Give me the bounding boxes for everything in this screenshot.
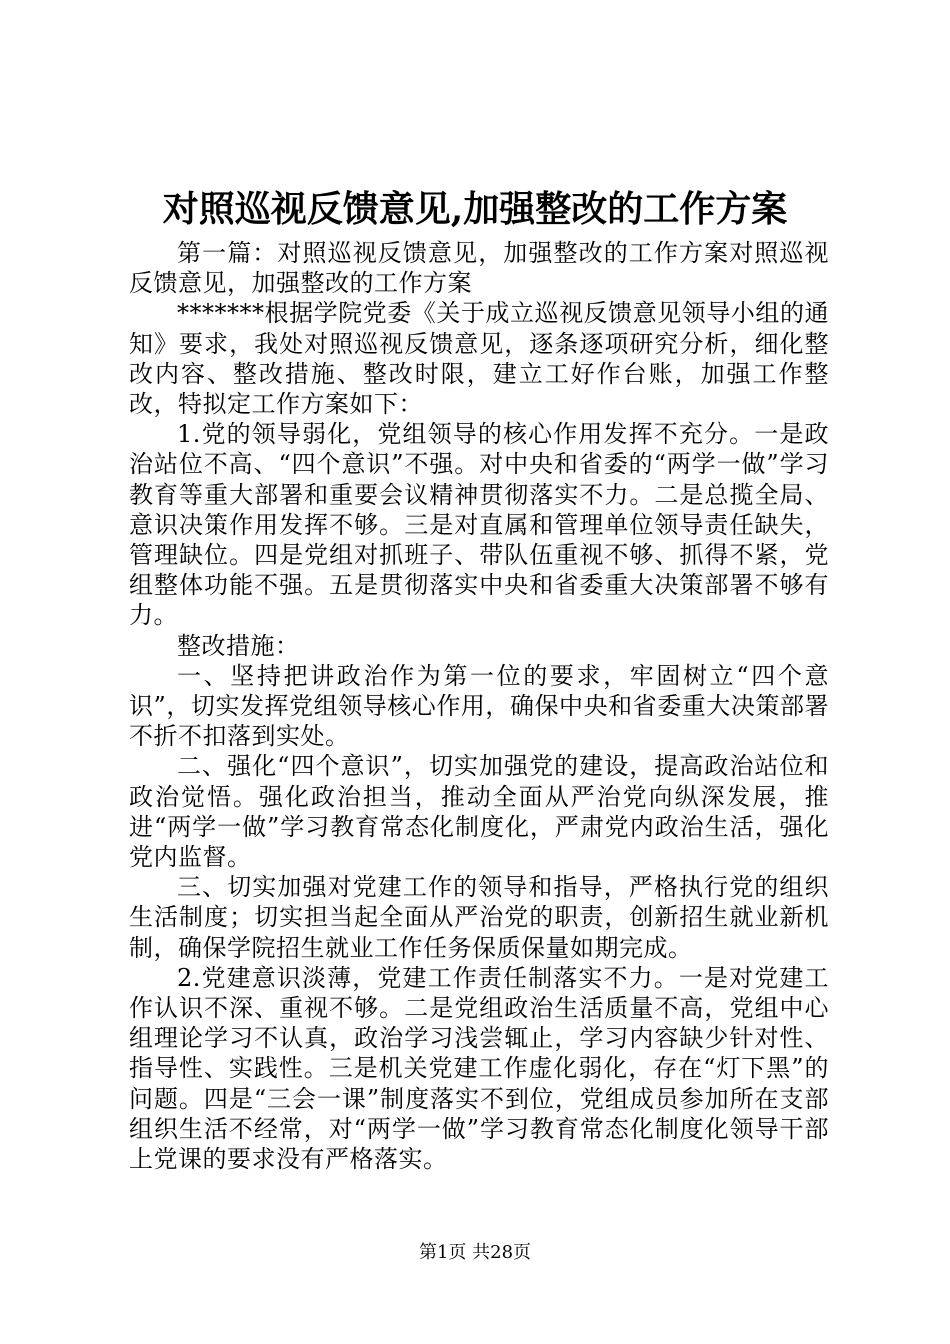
paragraph-5: 一、坚持把讲政治作为第一位的要求，牢固树立“四个意识”，切实发挥党组领导核心作用，确保中央和省委重大决策部署不折不扣落到实处。 [129,661,829,751]
paragraph-3: 1.党的领导弱化，党组领导的核心作用发挥不充分。一是政治站位不高、“四个意识”不强。对中央和省委的“两学一做”学习教育等重大部署和重要会议精神贯彻落实不力。二是总揽全局、意识决策作用发挥不够。三是对直属和管理单位领导责任缺失，管理缺位。四是党组对抓班子、带队伍重视不够、抓得不紧，党组整体功能不强。五是贯彻落实中央和省委重大决策部署不够有力。 [129,420,829,630]
paragraph-6: 二、强化“四个意识”，切实加强党的建设，提高政治站位和政治觉悟。强化政治担当，推动全面从严治党向纵深发展，推进“两学一做”学习教育常态化制度化，严肃党内政治生活，强化党内监督。 [129,752,829,872]
document-title: 对照巡视反馈意见,加强整改的工作方案 [162,188,788,230]
document-body [129,238,829,1174]
paragraph-1: 第一篇：对照巡视反馈意见，加强整改的工作方案对照巡视反馈意见，加强整改的工作方案 [129,239,829,298]
paragraph-7: 三、切实加强对党建工作的领导和指导，严格执行党的组织生活制度；切实担当起全面从严治党的职责，创新招生就业新机制，确保学院招生就业工作任务保质保量如期完成。 [129,873,829,962]
paragraph-4: 整改措施： [177,631,300,660]
paragraph-2: *******根据学院党委《关于成立巡视反馈意见领导小组的通知》要求，我处对照巡视反馈意见，逐条逐项研究分析，细化整改内容、整改措施、整改时限，建立工好作台账，加强工作整改，特拟定工作方案如下： [129,299,829,419]
page-number-footer: 第1页 共28页 [418,1242,532,1263]
paragraph-8: 2.党建意识淡薄，党建工作责任制落实不力。一是对党建工作认识不深、重视不够。二是党组政治生活质量不高，党组中心组理论学习不认真，政治学习浅尝辄止，学习内容缺少针对性、指导性、实践性。三是机关党建工作虚化弱化，存在“灯下黑”的问题。四是“三会一课”制度落实不到位，党组成员参加所在支部组织生活不经常，对“两学一做”学习教育常态化制度化领导干部上党课的要求没有严格落实。 [129,963,829,1174]
